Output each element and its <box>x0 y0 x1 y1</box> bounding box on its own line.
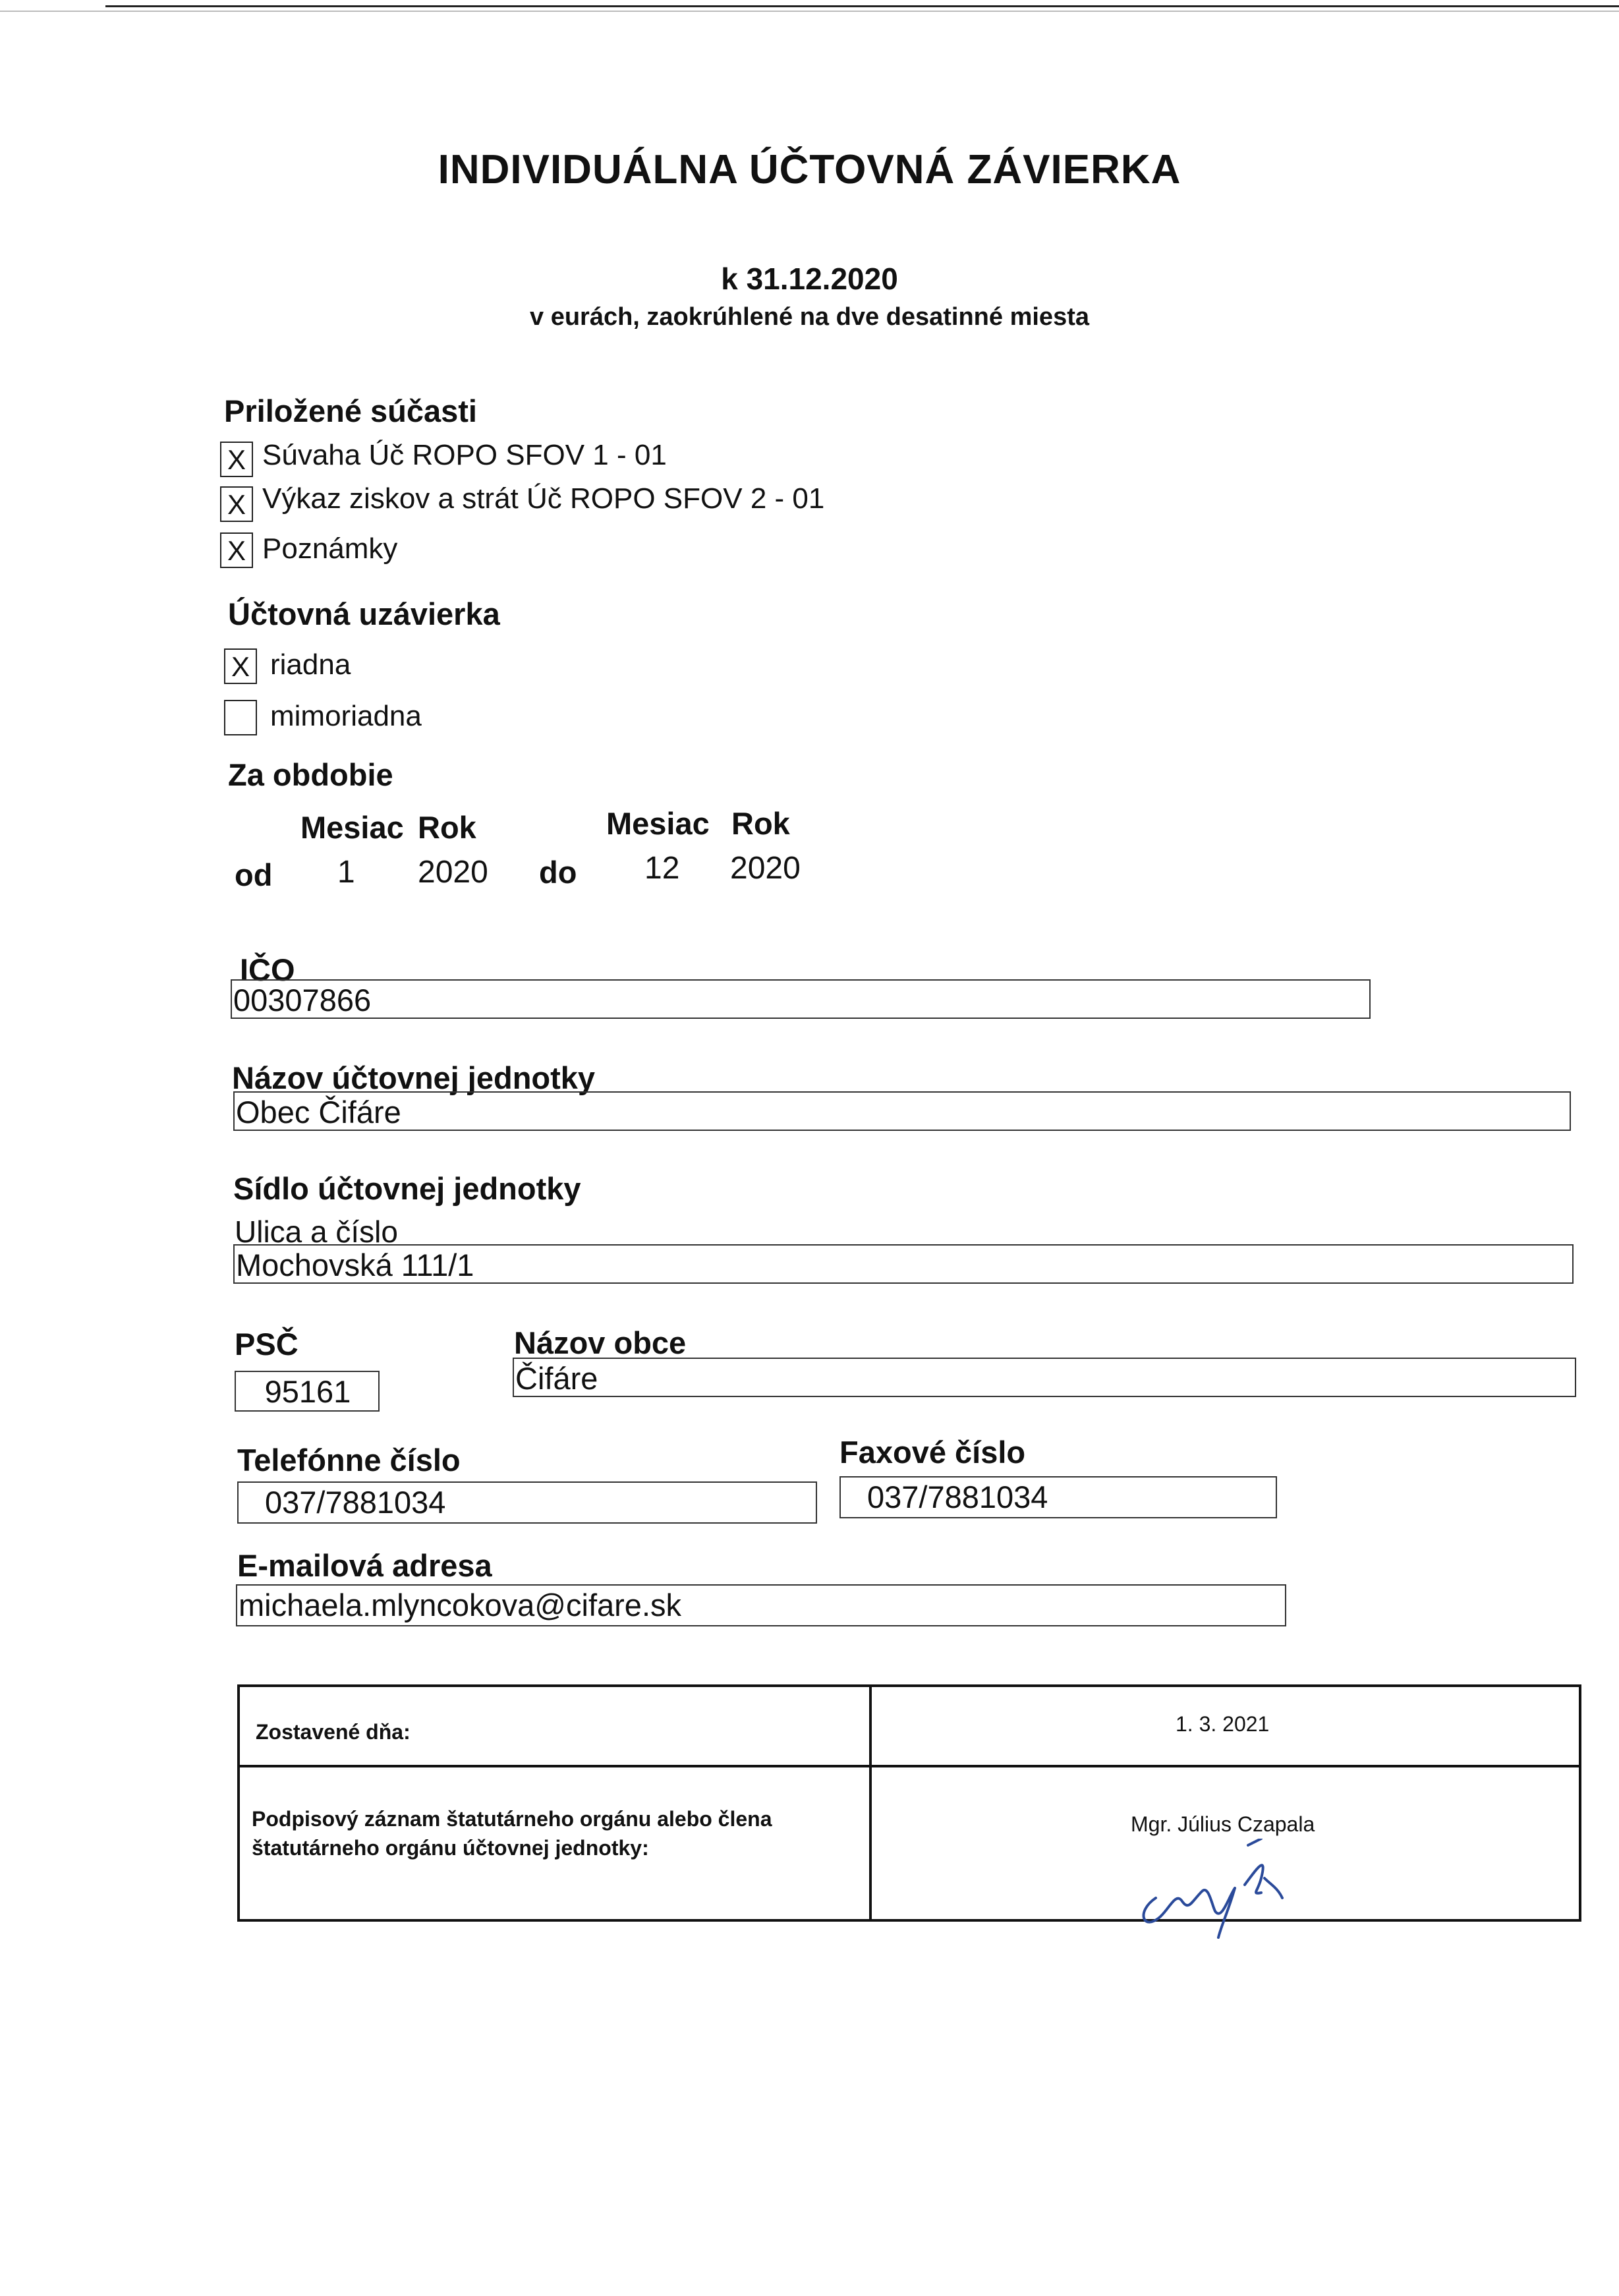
period-to-year-label: Rok <box>731 806 790 841</box>
compiled-date-label: Zostavené dňa: <box>256 1720 411 1744</box>
fax-field[interactable]: 037/7881034 <box>839 1476 1277 1518</box>
table-divider-vertical <box>869 1687 872 1919</box>
psc-field[interactable]: 95161 <box>235 1371 380 1412</box>
period-from-month-label: Mesiac <box>300 810 404 845</box>
phone-field[interactable]: 037/7881034 <box>237 1481 817 1524</box>
period-from-year-label: Rok <box>418 810 476 845</box>
street-field[interactable]: Mochovská 111/1 <box>233 1244 1574 1284</box>
period-to-month: 12 <box>644 851 680 886</box>
fax-label: Faxové číslo <box>839 1435 1026 1470</box>
period-to-label: do <box>539 855 577 890</box>
closure-heading: Účtovná uzávierka <box>228 596 500 631</box>
table-divider-horizontal <box>240 1765 1579 1767</box>
period-to-year: 2020 <box>730 851 801 886</box>
attachments-heading: Priložené súčasti <box>224 393 477 428</box>
period-from-year: 2020 <box>418 855 488 890</box>
city-label: Názov obce <box>514 1325 687 1360</box>
handwritten-signature <box>1129 1839 1301 1944</box>
attachment-label-3: Poznámky <box>262 532 398 565</box>
date-line: k 31.12.2020 <box>721 262 898 296</box>
signature-label-line-1: Podpisový záznam štatutárneho orgánu alebo člena <box>252 1807 772 1831</box>
top-rule-faint <box>0 11 1619 12</box>
compiled-date-value: 1. 3. 2021 <box>1176 1712 1270 1736</box>
signer-name: Mgr. Július Czapala <box>1131 1812 1315 1836</box>
attachment-checkbox-1[interactable]: X <box>220 442 253 477</box>
closure-label-regular: riadna <box>270 648 351 681</box>
signature-table <box>237 1684 1581 1922</box>
signature-label-line-2: štatutárneho orgánu účtovnej jednotky: <box>252 1836 649 1860</box>
period-from-label: od <box>235 857 273 892</box>
closure-checkbox-extraordinary[interactable] <box>224 700 257 735</box>
psc-label: PSČ <box>235 1327 298 1362</box>
attachment-label-1: Súvaha Úč ROPO SFOV 1 - 01 <box>262 439 667 471</box>
period-to-month-label: Mesiac <box>606 806 710 841</box>
period-heading: Za obdobie <box>228 757 393 792</box>
street-label: Ulica a číslo <box>235 1215 398 1249</box>
ico-field[interactable]: 00307866 <box>231 979 1371 1019</box>
attachment-label-2: Výkaz ziskov a strát Úč ROPO SFOV 2 - 01 <box>262 482 825 515</box>
currency-note: v eurách, zaokrúhlené na dve desatinné miesta <box>530 303 1089 331</box>
phone-label: Telefónne číslo <box>237 1443 461 1478</box>
period-from-month: 1 <box>337 855 355 890</box>
email-field[interactable]: michaela.mlyncokova@cifare.sk <box>236 1584 1286 1626</box>
attachment-checkbox-3[interactable]: X <box>220 532 253 568</box>
email-label: E-mailová adresa <box>237 1548 492 1583</box>
attachment-checkbox-2[interactable]: X <box>220 486 253 522</box>
address-heading: Sídlo účtovnej jednotky <box>233 1171 581 1206</box>
document-title: INDIVIDUÁLNA ÚČTOVNÁ ZÁVIERKA <box>438 147 1181 192</box>
top-rule <box>105 5 1619 7</box>
entity-name-label: Názov účtovnej jednotky <box>232 1060 596 1095</box>
city-field[interactable]: Čifáre <box>513 1358 1576 1397</box>
closure-label-extraordinary: mimoriadna <box>270 700 422 732</box>
ico-label: IČO <box>240 952 295 987</box>
entity-name-field[interactable]: Obec Čifáre <box>233 1091 1571 1131</box>
closure-checkbox-regular[interactable]: X <box>224 648 257 684</box>
